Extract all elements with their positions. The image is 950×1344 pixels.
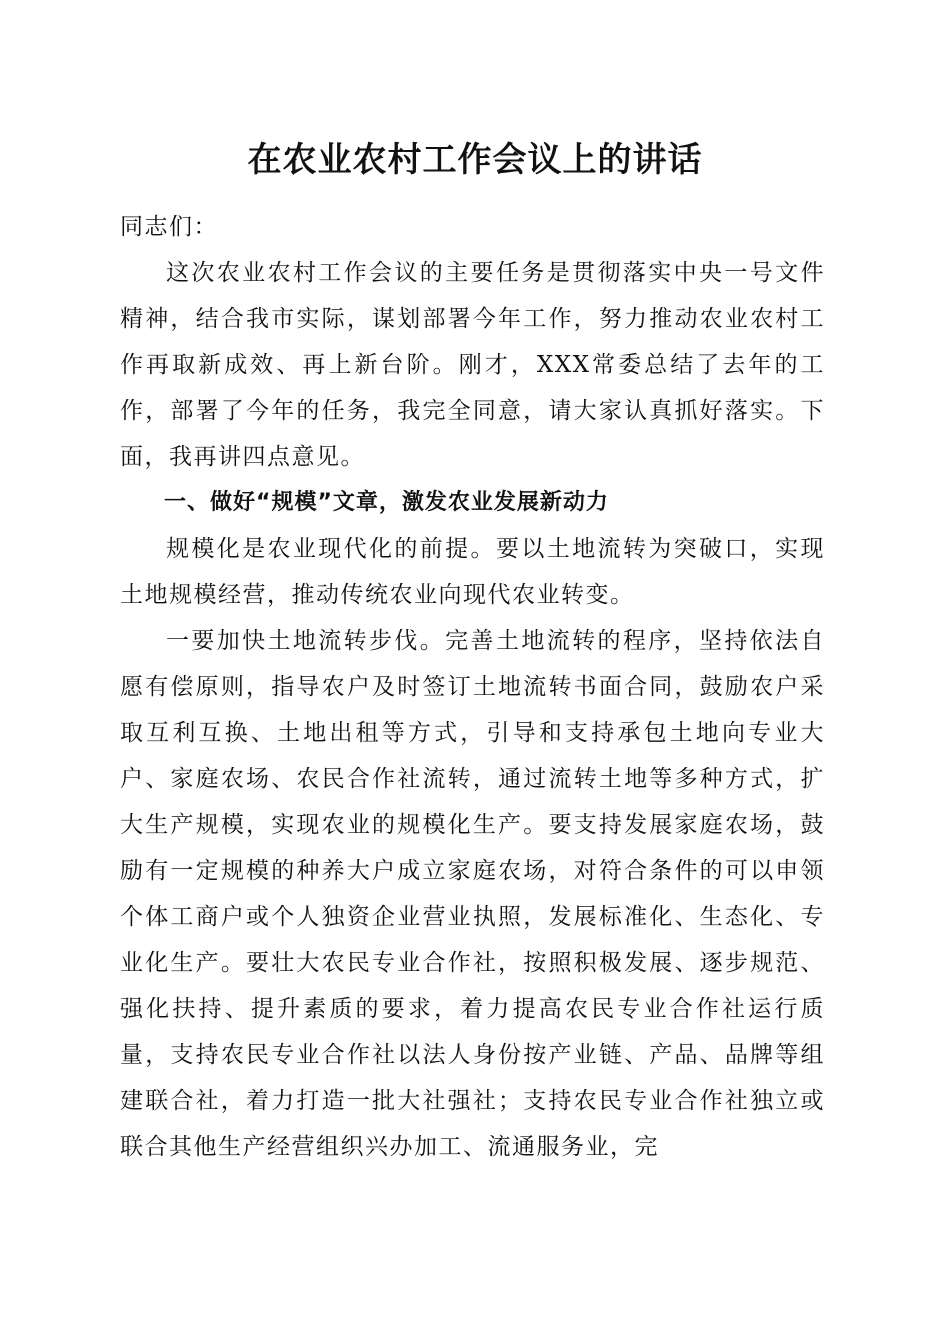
section-heading-1: 一、做好“规模”文章，激发农业发展新动力: [164, 490, 609, 515]
document-body: [120, 204, 825, 1170]
section1-paragraph-2: 一要加快土地流转步伐。完善土地流转的程序，坚持依法自愿有偿原则，指导农户及时签订土地流转书面合同，鼓励农户采取互利互换、土地出租等方式，引导和支持承包土地向专业大户、家庭农场、农民合作社流转，通过流转土地等多种方式，扩大生产规模，实现农业的规模化生产。要支持发展家庭农场，鼓励有一定规模的种养大户成立家庭农场，对符合条件的可以申领个体工商户或个人独资企业营业执照，发展标准化、生态化、专业化生产。要壮大农民专业合作社，按照积极发展、逐步规范、强化扶持、提升素质的要求，着力提高农民专业合作社运行质量，支持农民专业合作社以法人身份按产业链、产品、品牌等组建联合社，着力打造一批大社强社；支持农民专业合作社独立或联合其他生产经营组织兴办加工、流通服务业，完: [120, 628, 825, 1160]
intro-paragraph: 这次农业农村工作会议的主要任务是贯彻落实中央一号文件精神，结合我市实际，谋划部署今年工作，努力推动农业农村工作再取新成效、再上新台阶。刚才，XXX常委总结了去年的工作，部署了今年的任务，我完全同意，请大家认真抓好落实。下面，我再讲四点意见。: [120, 260, 825, 470]
section1-paragraph-1: 规模化是农业现代化的前提。要以土地流转为突破口，实现土地规模经营，推动传统农业向现代农业转变。: [120, 536, 825, 608]
document-title: 在农业农村工作会议上的讲话: [247, 140, 703, 180]
salutation: 同志们：: [120, 214, 218, 240]
